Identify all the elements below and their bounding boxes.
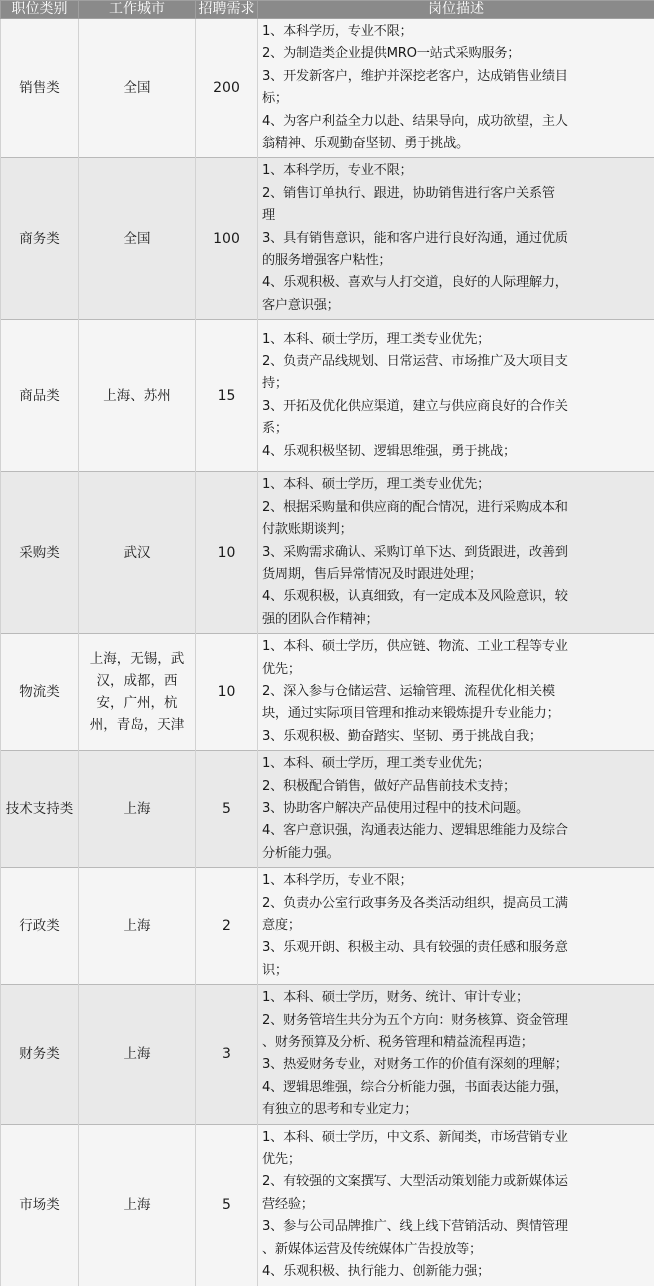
table-row: [1, 751, 654, 868]
description-line: 意度；: [262, 915, 654, 937]
job-count-cell: 200: [196, 19, 258, 158]
description-line: 4、乐观积极坚韧、逻辑思维强，勇于挑战；: [262, 441, 654, 463]
table-row: [1, 634, 654, 751]
description-line: 优先；: [262, 659, 654, 681]
description-line: 1、本科、硕士学历，理工类专业优先；: [262, 329, 654, 351]
table-row: [1, 19, 654, 158]
description-line: 4、乐观积极，认真细致，有一定成本及风险意识，较: [262, 586, 654, 608]
job-count-cell: 10: [196, 472, 258, 634]
header-count: 招聘需求: [196, 1, 258, 19]
description-line: 1、本科学历，专业不限；: [262, 870, 654, 892]
description-line: 2、根据采购量和供应商的配合情况，进行采购成本和: [262, 497, 654, 519]
description-line: 3、乐观开朗、积极主动、具有较强的责任感和服务意: [262, 937, 654, 959]
job-description-cell: [258, 634, 654, 751]
job-category-cell: 技术支持类: [1, 751, 79, 868]
job-category-cell: 商务类: [1, 158, 79, 320]
job-city-cell: 上海: [79, 1124, 196, 1285]
description-line: 4、逻辑思维强，综合分析能力强，书面表达能力强，: [262, 1077, 654, 1099]
description-line: 3、参与公司品牌推广、线上线下营销活动、舆情管理: [262, 1216, 654, 1238]
table-row: [1, 868, 654, 985]
description-line: 块，通过实际项目管理和推动来锻炼提升专业能力；: [262, 703, 654, 725]
description-line: 有独立的思考和专业定力；: [262, 1099, 654, 1121]
job-category-cell: 物流类: [1, 634, 79, 751]
description-line: 货周期，售后异常情况及时跟进处理；: [262, 564, 654, 586]
description-line: 1、本科学历，专业不限；: [262, 21, 654, 43]
job-city-cell: 上海: [79, 751, 196, 868]
table-row: [1, 985, 654, 1124]
job-category-cell: 行政类: [1, 868, 79, 985]
job-category-cell: 商品类: [1, 320, 79, 472]
job-city-cell: 上海，无锡，武汉，成都，西安，广州，杭州，青岛，天津: [79, 634, 196, 751]
description-line: 营经验；: [262, 1194, 654, 1216]
description-line: 2、负责产品线规划、日常运营、市场推广及大项目支: [262, 351, 654, 373]
description-line: 客户意识强；: [262, 295, 654, 317]
table-row: [1, 158, 654, 320]
description-line: 2、积极配合销售，做好产品售前技术支持；: [262, 776, 654, 798]
description-line: 优先；: [262, 1149, 654, 1171]
description-line: 3、具有销售意识，能和客户进行良好沟通，通过优质: [262, 228, 654, 250]
description-line: 、新媒体运营及传统媒体广告投放等；: [262, 1239, 654, 1261]
job-count-cell: 15: [196, 320, 258, 472]
description-line: 1、本科、硕士学历，理工类专业优先；: [262, 753, 654, 775]
description-line: 4、客户意识强，沟通表达能力、逻辑思维能力及综合: [262, 820, 654, 842]
description-line: 1、本科、硕士学历，供应链、物流、工业工程等专业: [262, 636, 654, 658]
description-line: 4、乐观积极、执行能力、创新能力强；: [262, 1261, 654, 1283]
description-line: 4、为客户利益全力以赴、结果导向，成功欲望，主人: [262, 111, 654, 133]
header-description: 岗位描述: [258, 1, 654, 19]
description-line: 1、本科、硕士学历，财务、统计、审计专业；: [262, 987, 654, 1009]
header-city: 工作城市: [79, 1, 196, 19]
description-line: 、财务预算及分析、税务管理和精益流程再造；: [262, 1032, 654, 1054]
description-line: 3、协助客户解决产品使用过程中的技术问题。: [262, 798, 654, 820]
header-category: 职位类别: [1, 1, 79, 19]
table-row: [1, 320, 654, 472]
job-city-cell: 上海: [79, 868, 196, 985]
job-category-cell: 销售类: [1, 19, 79, 158]
description-line: 分析能力强。: [262, 843, 654, 865]
job-description-cell: [258, 1124, 654, 1285]
description-line: 识；: [262, 960, 654, 982]
table-row: [1, 472, 654, 634]
description-line: 3、开发新客户，维护并深挖老客户，达成销售业绩目: [262, 66, 654, 88]
job-city-cell: 上海: [79, 985, 196, 1124]
job-count-cell: 5: [196, 751, 258, 868]
description-line: 2、为制造类企业提供MRO一站式采购服务；: [262, 43, 654, 65]
description-line: 2、销售订单执行、跟进，协助销售进行客户关系管: [262, 183, 654, 205]
job-category-cell: 财务类: [1, 985, 79, 1124]
description-line: 持；: [262, 373, 654, 395]
description-line: 2、负责办公室行政事务及各类活动组织，提高员工满: [262, 893, 654, 915]
job-city-cell: 上海、苏州: [79, 320, 196, 472]
description-line: 理: [262, 205, 654, 227]
description-line: 翁精神、乐观勤奋坚韧、勇于挑战。: [262, 133, 654, 155]
description-line: 1、本科、硕士学历，中文系、新闻类，市场营销专业: [262, 1127, 654, 1149]
job-description-cell: [258, 158, 654, 320]
description-line: 2、有较强的文案撰写、大型活动策划能力或新媒体运: [262, 1171, 654, 1193]
job-count-cell: 3: [196, 985, 258, 1124]
description-line: 2、深入参与仓储运营、运输管理、流程优化相关模: [262, 681, 654, 703]
description-line: 2、财务管培生共分为五个方向：财务核算、资金管理: [262, 1010, 654, 1032]
description-line: 3、开拓及优化供应渠道，建立与供应商良好的合作关: [262, 396, 654, 418]
description-line: 1、本科、硕士学历，理工类专业优先；: [262, 474, 654, 496]
description-line: 系；: [262, 418, 654, 440]
table-header: [1, 1, 654, 19]
description-line: 的服务增强客户粘性；: [262, 250, 654, 272]
job-description-cell: [258, 19, 654, 158]
header-row: [1, 1, 654, 19]
job-description-cell: [258, 985, 654, 1124]
table-row: [1, 1124, 654, 1285]
description-line: 4、乐观积极、喜欢与人打交道，良好的人际理解力，: [262, 272, 654, 294]
job-count-cell: 10: [196, 634, 258, 751]
job-description-cell: [258, 472, 654, 634]
job-city-cell: 全国: [79, 158, 196, 320]
job-category-cell: 采购类: [1, 472, 79, 634]
description-line: 1、本科学历，专业不限；: [262, 160, 654, 182]
job-description-cell: [258, 751, 654, 868]
description-line: 强的团队合作精神；: [262, 609, 654, 631]
job-count-cell: 100: [196, 158, 258, 320]
description-line: 付款账期谈判；: [262, 519, 654, 541]
description-line: 3、采购需求确认、采购订单下达、到货跟进，改善到: [262, 542, 654, 564]
job-description-cell: [258, 868, 654, 985]
description-line: 标；: [262, 88, 654, 110]
table-body: [1, 19, 654, 1286]
job-city-cell: 武汉: [79, 472, 196, 634]
job-description-cell: [258, 320, 654, 472]
job-count-cell: 2: [196, 868, 258, 985]
job-city-cell: 全国: [79, 19, 196, 158]
job-count-cell: 5: [196, 1124, 258, 1285]
description-line: 3、热爱财务专业，对财务工作的价值有深刻的理解；: [262, 1054, 654, 1076]
job-category-cell: 市场类: [1, 1124, 79, 1285]
description-line: 3、乐观积极、勤奋踏实、坚韧、勇于挑战自我；: [262, 726, 654, 748]
